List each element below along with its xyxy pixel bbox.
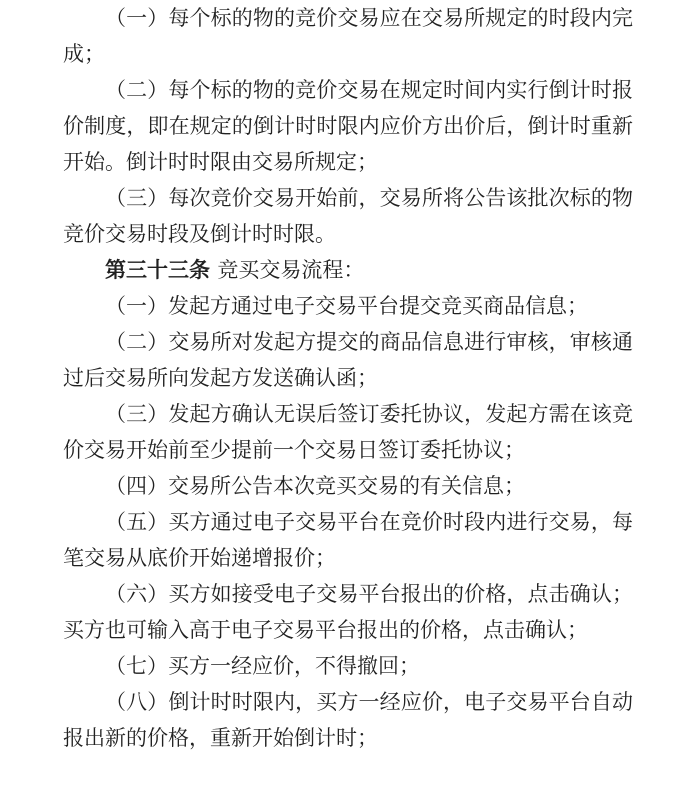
article-number: 第三十三条 — [105, 258, 210, 282]
flow-step-4: （四）交易所公告本次竞买交易的有关信息； — [105, 474, 525, 498]
flow-step-1: （一）发起方通过电子交易平台提交竞买商品信息； — [105, 294, 588, 318]
flow-step-8: （八）倒计时时限内，买方一经应价，电子交易平台自动报出新的价格，重新开始倒计时； — [63, 690, 633, 750]
flow-step-2: （二）交易所对发起方提交的商品信息进行审核，审核通过后交易所向发起方发送确认函； — [63, 330, 633, 390]
flow-step-3: （三）发起方确认无误后签订委托协议，发起方需在该竞价交易开始前至少提前一个交易日签订委托协议； — [63, 402, 633, 462]
flow-step-5: （五）买方通过电子交易平台在竞价时段内进行交易，每笔交易从底价开始递增报价； — [63, 510, 633, 570]
clause-item-1: （一）每个标的物的竞价交易应在交易所规定的时段内完成； — [63, 6, 633, 66]
flow-step-7: （七）买方一经应价，不得撤回； — [105, 654, 420, 678]
clause-item-3: （三）每次竞价交易开始前，交易所将公告该批次标的物竞价交易时段及倒计时时限。 — [63, 186, 633, 246]
article-title: 竞买交易流程： — [217, 258, 365, 282]
flow-step-6: （六）买方如接受电子交易平台报出的价格，点击确认；买方也可输入高于电子交易平台报出的价格，点击确认； — [63, 582, 633, 642]
document-content — [63, 0, 633, 756]
clause-item-2: （二）每个标的物的竞价交易在规定时间内实行倒计时报价制度，即在规定的倒计时时限内应价方出价后，倒计时重新开始。倒计时时限由交易所规定； — [63, 78, 633, 174]
article-heading — [63, 252, 633, 288]
